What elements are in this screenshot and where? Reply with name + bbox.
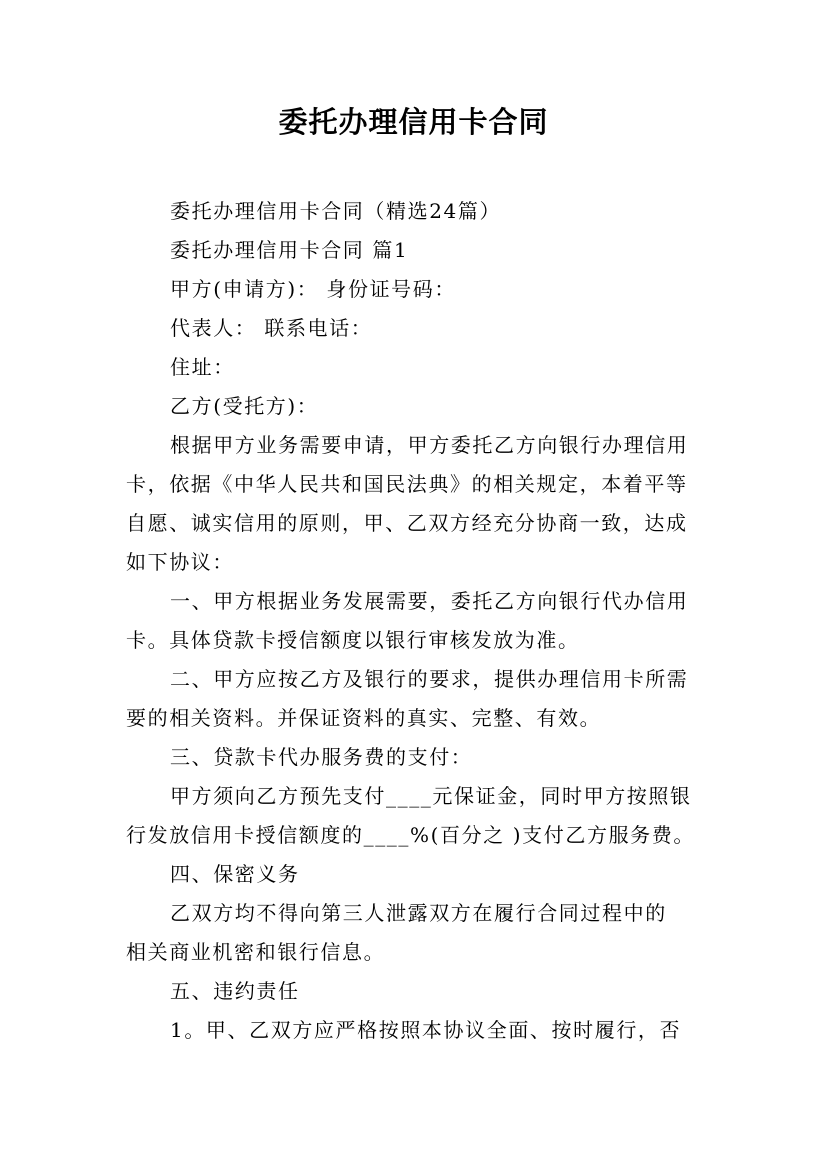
paragraph-line: 卡，依据《中华人民共和国民法典》的相关规定，本着平等 xyxy=(126,472,688,496)
document-title: 委托办理信用卡合同 xyxy=(278,105,549,139)
clause-2-line: 要的相关资料。并保证资料的真实、完整、有效。 xyxy=(126,706,602,730)
clause-2-line: 二、甲方应按乙方及银行的要求，提供办理信用卡所需 xyxy=(170,667,689,691)
doc-subheading: 委托办理信用卡合同 篇1 xyxy=(170,238,409,262)
clause-3-heading: 三、贷款卡代办服务费的支付： xyxy=(170,745,473,769)
paragraph-line: 自愿、诚实信用的原则，甲、乙双方经充分协商一致，达成 xyxy=(126,511,688,535)
clause-1-line: 一、甲方根据业务发展需要，委托乙方向银行代办信用 xyxy=(170,589,689,613)
representative-line: 代表人： 联系电话： xyxy=(170,316,373,340)
address-line: 住址： xyxy=(170,355,235,379)
party-b-line: 乙方(受托方)： xyxy=(170,394,319,418)
clause-1-line: 卡。具体贷款卡授信额度以银行审核发放为准。 xyxy=(126,628,580,652)
clause-4-heading: 四、保密义务 xyxy=(170,862,300,886)
clause-3-line: 甲方须向乙方预先支付____元保证金，同时甲方按照银 xyxy=(170,784,692,808)
doc-heading: 委托办理信用卡合同（精选24篇） xyxy=(170,199,502,223)
clause-3-line: 行发放信用卡授信额度的____%(百分之 )支付乙方服务费。 xyxy=(126,823,695,847)
clause-4-line: 相关商业机密和银行信息。 xyxy=(126,940,386,964)
paragraph-line: 如下协议： xyxy=(126,550,234,574)
paragraph-line: 根据甲方业务需要申请，甲方委托乙方向银行办理信用 xyxy=(170,433,689,457)
party-a-line: 甲方(申请方)： 身份证号码： xyxy=(170,277,456,301)
clause-4-line: 乙双方均不得向第三人泄露双方在履行合同过程中的 xyxy=(170,901,667,925)
clause-5-heading: 五、违约责任 xyxy=(170,979,300,1003)
clause-5-line: 1。甲、乙双方应严格按照本协议全面、按时履行，否 xyxy=(170,1018,682,1042)
